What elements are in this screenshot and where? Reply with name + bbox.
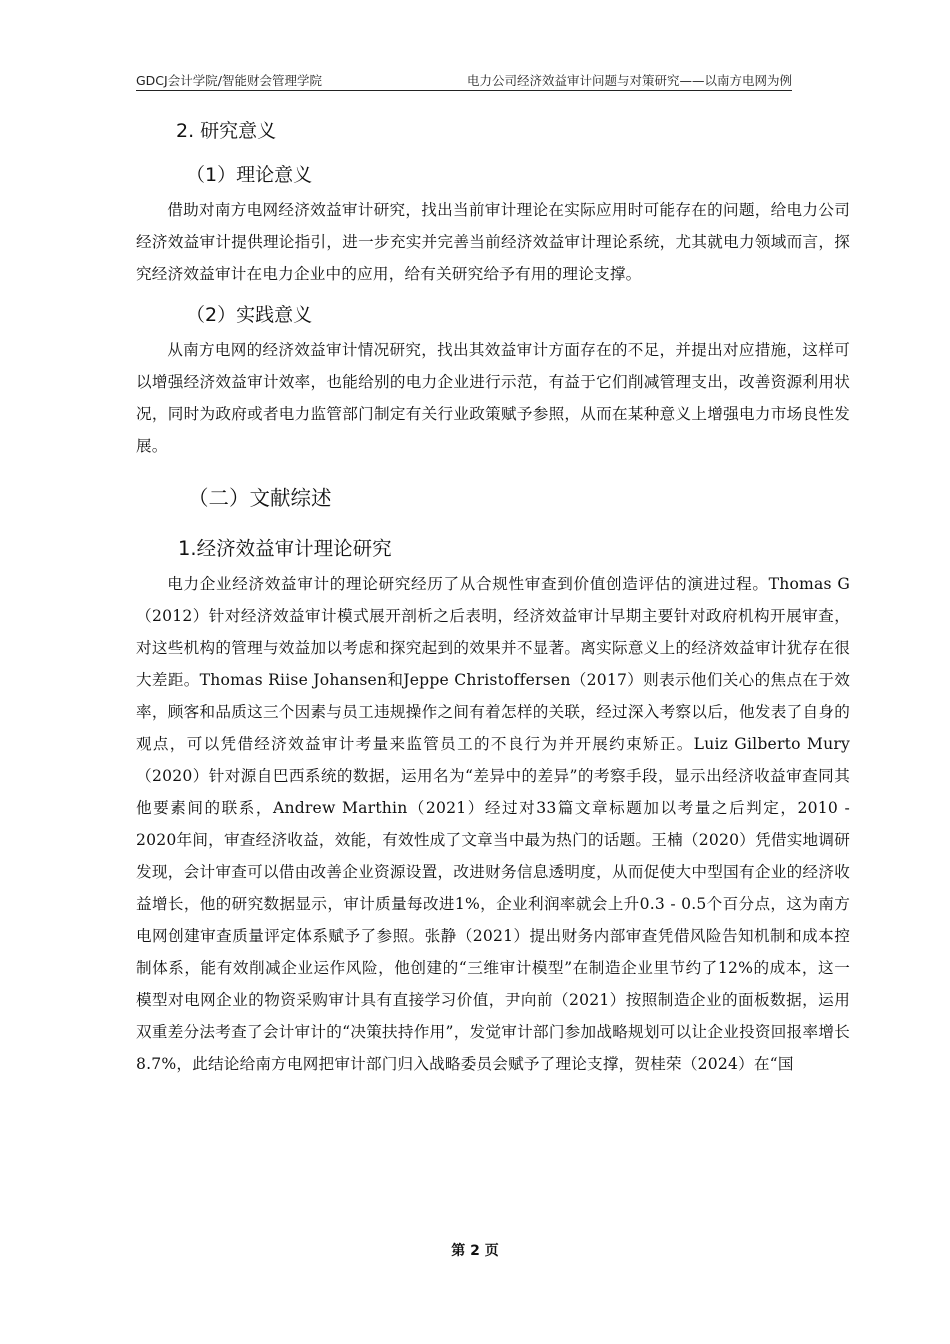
- heading-research-significance: 2. 研究意义: [176, 120, 277, 142]
- heading-theory-research: 1.经济效益审计理论研究: [178, 537, 392, 560]
- paragraph-theory-significance: 借助对南方电网经济效益审计研究，找出当前审计理论在实际应用时可能存在的问题，给电力公司经济效益审计提供理论指引，进一步充实并完善当前经济效益审计理论系统，尤其就电力领域而言，探究经济效益审计在电力企业中的应用，给有关研究给予有用的理论支撑。: [136, 201, 850, 283]
- header-paper-title: 电力公司经济效益审计问题与对策研究——以南方电网为例: [466, 73, 792, 88]
- paragraph-theory-research: 电力企业经济效益审计的理论研究经历了从合规性审查到价值创造评估的演进过程。Thomas G（2012）针对经济效益审计模式展开剖析之后表明，经济效益审计早期主要针对政府机构开展审查，对这些机构的管理与效益加以考虑和探究起到的效果并不显著。离实际意义上的经济效益审计犹存在很大差距。Thomas Riise Johansen和Jeppe Christoffersen（2017）则表示他们关心的焦点在于效率，顾客和品质这三个因素与员工违规操作之间有着怎样的关联，经过深入考察以后，他发表了自身的观点，可以凭借经济效益审计考量来监管员工的不良行为并开展约束矫正。Luiz Gilberto Mury（2020）针对源自巴西系统的数据，运用名为“差异中的差异”的考察手段，显示出经济收益审查同其他要素间的联系，Andrew Marthin（2021）经过对33篇文章标题加以考量之后判定，2010 - 2020年间，审查经济收益，效能，有效性成了文章当中最为热门的话题。王楠（2020）凭借实地调研发现，会计审查可以借由改善企业资源设置，改进财务信息透明度，从而促使大中型国有企业的经济收益增长，他的研究数据显示，审计质量每改进1%，企业利润率就会上升0.3 - 0.5个百分点，这为南方电网创建审查质量评定体系赋予了参照。张静（2021）提出财务内部审查凭借风险告知机制和成本控制体系，能有效削减企业运作风险，他创建的“三维审计模型”在制造企业里节约了12%的成本，这一模型对电网企业的物资采购审计具有直接学习价值，尹向前（2021）按照制造企业的面板数据，运用双重差分法考查了会计审计的“决策扶持作用”，发觉审计部门参加战略规划可以让企业投资回报率增长8.7%，此结论给南方电网把审计部门归入战略委员会赋予了理论支撑，贺桂荣（2024）在“国: [136, 575, 850, 1073]
- page-header: [136, 68, 792, 91]
- page-content: [136, 112, 850, 1080]
- page-number: 第 2 页: [451, 1243, 499, 1259]
- paragraph-practice-significance: 从南方电网的经济效益审计情况研究，找出其效益审计方面存在的不足，并提出对应措施，这样可以增强经济效益审计效率，也能给别的电力企业进行示范，有益于它们削减管理支出，改善资源利用状况，同时为政府或者电力监管部门制定有关行业政策赋予参照，从而在某种意义上增强电力市场良性发展。: [136, 341, 850, 455]
- heading-theory-significance: （1）理论意义: [186, 164, 313, 186]
- heading-practice-significance: （2）实践意义: [186, 304, 313, 326]
- heading-literature-review: （二）文献综述: [188, 486, 332, 510]
- header-institution: GDCJ会计学院/智能财会管理学院: [136, 73, 322, 88]
